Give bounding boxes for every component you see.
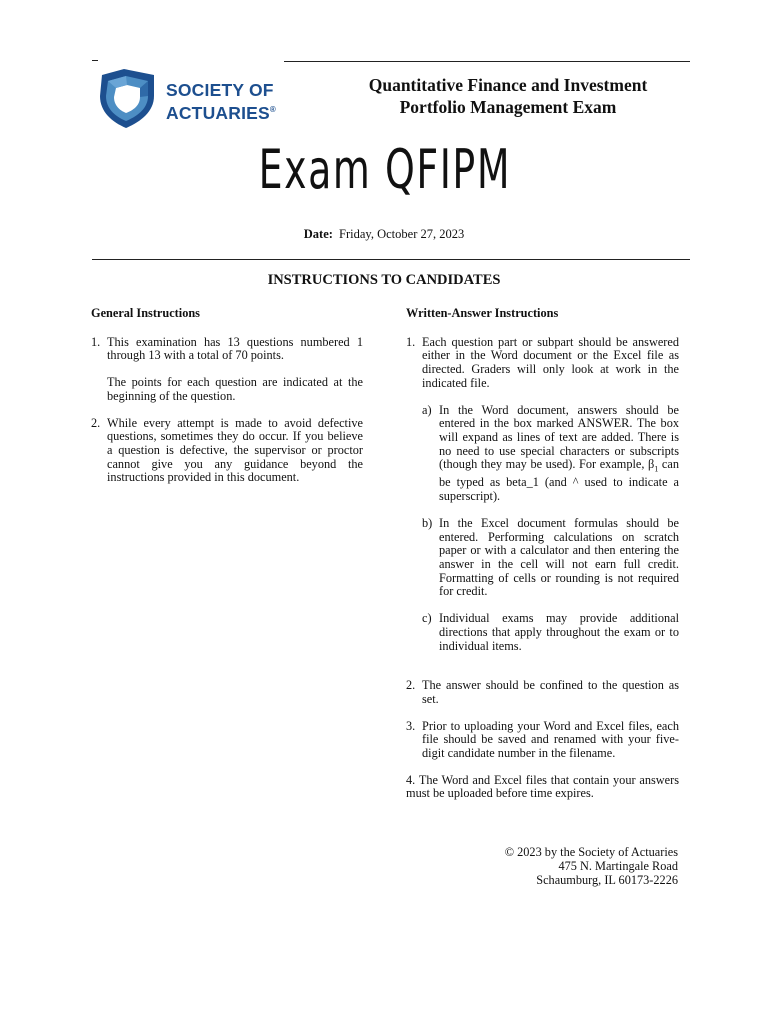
general-instructions	[91, 307, 363, 498]
exam-name-line-1: Quantitative Finance and Investment	[368, 75, 648, 95]
top-rule	[284, 61, 690, 62]
copyright-footer	[440, 845, 678, 887]
logo-wordmark	[166, 80, 276, 123]
exam-name	[330, 74, 686, 118]
footer-line-3: Schaumburg, IL 60173-2226	[536, 873, 678, 887]
top-left-dash	[92, 60, 98, 61]
sub-item	[422, 404, 679, 504]
item-number: 1.	[91, 334, 101, 349]
item-number: 2.	[91, 415, 101, 430]
sub-label: a)	[422, 402, 432, 417]
written-heading: Written-Answer Instructions	[406, 306, 559, 320]
date-label: Date:	[303, 227, 333, 241]
list-item	[406, 679, 679, 706]
item-text: Prior to uploading your Word and Excel files, each file should be saved and renamed with your five-digit candidate number in the filename.	[422, 718, 679, 761]
list-item	[406, 336, 679, 667]
registered-mark: ®	[269, 105, 276, 114]
footer-line-2: 475 N. Martingale Road	[558, 859, 678, 873]
item-number: 1.	[406, 334, 416, 349]
sub-item	[422, 612, 679, 653]
list-item: 4. The Word and Excel files that contain your answers must be uploaded before time expires.	[406, 772, 679, 801]
sub-item	[422, 517, 679, 599]
footer-line-1: © 2023 by the Society of Actuaries	[504, 845, 678, 859]
written-answer-instructions	[406, 307, 679, 814]
section-rule	[92, 259, 690, 260]
list-item	[91, 336, 363, 404]
sub-label: c)	[422, 611, 432, 626]
sub-label: b)	[422, 515, 433, 530]
instructions-title: INSTRUCTIONS TO CANDIDATES	[267, 272, 501, 288]
item-text: The points for each question are indicated at the beginning of the question.	[107, 375, 363, 403]
logo-line-1: SOCIETY OF	[166, 80, 274, 100]
item-text: While every attempt is made to avoid defective questions, sometimes they do occur. If you believe a question is defective, the supervisor or proctor cannot give you any guidance beyond the instructions provided in this document.	[107, 415, 363, 485]
item-number: 3.	[406, 718, 416, 733]
list-item	[406, 720, 679, 761]
item-number: 2.	[406, 678, 416, 693]
sub-text: Individual exams may provide additional directions that apply throughout the exam or to individual items.	[439, 611, 679, 653]
item-text: The answer should be confined to the question as set.	[422, 678, 679, 706]
list-item	[91, 417, 363, 486]
item-text: This examination has 13 questions numbered 1 through 13 with a total of 70 points.	[107, 334, 363, 363]
sub-text: In the Excel document formulas should be entered. Performing calculations on scratch paper or with a calculator and then entering the answer in the cell will not earn full credit. Formatting of cells or rounding is not required for credit.	[439, 515, 679, 599]
exam-name-line-2: Portfolio Management Exam	[399, 97, 617, 117]
exam-title: Exam QFIPM	[258, 138, 512, 201]
date-value: Friday, October 27, 2023	[339, 227, 465, 241]
general-heading: General Instructions	[91, 306, 200, 320]
logo-line-2: ACTUARIES®	[166, 102, 276, 123]
exam-date	[0, 227, 768, 242]
item-text: Each question part or subpart should be answered either in the Word document or the Excel file as directed. Graders will only look at work in the indicated file.	[422, 334, 679, 390]
sub-text: In the Word document, answers should be entered in the box marked ANSWER. The box will expand as lines of text are added. There is no need to use special characters or subscripts (though they may be used). For example, $\beta_1$ can be typed as beta_1 (and ^ used to indicate a superscript).	[439, 402, 679, 504]
subscript: 1	[654, 464, 659, 474]
